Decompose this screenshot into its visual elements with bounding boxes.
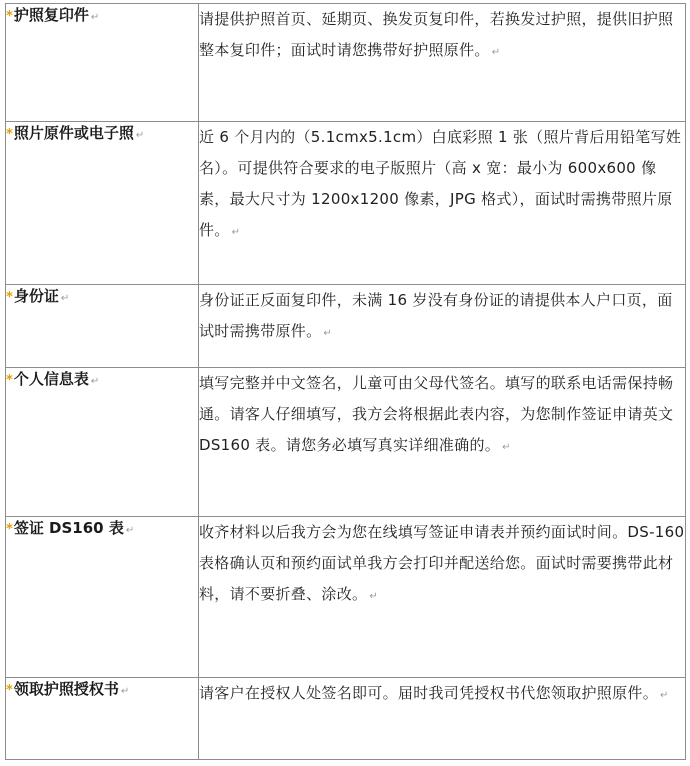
row-label-cell xyxy=(6,368,199,517)
row-text-cell xyxy=(199,678,686,760)
row-label-cell xyxy=(6,285,199,368)
row-label: 护照复印件 xyxy=(13,6,89,24)
star-bullet-icon: * xyxy=(6,522,13,537)
row-text-cell xyxy=(199,368,686,517)
table-row xyxy=(6,4,686,122)
row-text-cell xyxy=(199,285,686,368)
row-text: 请提供护照首页、延期页、换发页复印件，若换发过护照，提供旧护照整本复印件；面试时请您携带好护照原件。 xyxy=(199,10,674,59)
paragraph-mark-icon: ↵ xyxy=(369,591,378,602)
row-text: 近 6 个月内的（5.1cmx5.1cm）白底彩照 1 张（照片背后用铅笔写姓名）。可提供符合要求的电子版照片（高 x 宽：最小为 600x600 像素，最大尺寸为 1200x1200 像素，JPG 格式），面试时需携带照片原件。 xyxy=(199,128,682,239)
star-bullet-icon: * xyxy=(6,9,13,24)
paragraph-mark-icon: ↵ xyxy=(231,227,241,238)
paragraph-mark-icon: ↵ xyxy=(125,525,135,536)
row-label-cell xyxy=(6,4,199,122)
table-row xyxy=(6,678,686,760)
paragraph-mark-icon: ↵ xyxy=(135,130,145,141)
table-row xyxy=(6,122,686,285)
row-text: 身份证正反面复印件，未满 16 岁没有身份证的请提供本人户口页，面试时需携带原件。 xyxy=(199,291,673,340)
paragraph-mark-icon: ↵ xyxy=(90,376,100,387)
row-text: 请客户在授权人处签名即可。届时我司凭授权书代您领取护照原件。 xyxy=(199,684,659,702)
row-label: 领取护照授权书 xyxy=(13,680,119,698)
requirements-table xyxy=(5,3,686,760)
table-row xyxy=(6,285,686,368)
row-text-cell xyxy=(199,4,686,122)
row-label: 个人信息表 xyxy=(13,370,89,388)
row-text-cell xyxy=(199,122,686,285)
row-text-cell xyxy=(199,517,686,678)
row-text: 收齐材料以后我方会为您在线填写签证申请表并预约面试时间。DS-160 表格确认页和预约面试单我方会打印并配送给您。面试时需要携带此材料，请不要折叠、涂改。 xyxy=(199,523,685,603)
table-row xyxy=(6,517,686,678)
star-bullet-icon: * xyxy=(6,127,13,142)
table-row xyxy=(6,368,686,517)
row-label: 签证 DS160 表 xyxy=(13,519,124,537)
paragraph-mark-icon: ↵ xyxy=(660,690,669,701)
row-label: 照片原件或电子照 xyxy=(13,124,134,142)
row-label-cell xyxy=(6,122,199,285)
paragraph-mark-icon: ↵ xyxy=(323,328,333,339)
row-label-cell xyxy=(6,517,199,678)
paragraph-mark-icon: ↵ xyxy=(491,47,501,58)
star-bullet-icon: * xyxy=(6,290,13,305)
row-text: 填写完整并中文签名，儿童可由父母代签名。填写的联系电话需保持畅通。请客人仔细填写，我方会将根据此表内容，为您制作签证申请英文 DS160 表。请您务必填写真实详细准确的。 xyxy=(199,374,674,454)
paragraph-mark-icon: ↵ xyxy=(90,12,100,23)
star-bullet-icon: * xyxy=(6,373,13,388)
row-label: 身份证 xyxy=(13,287,59,305)
star-bullet-icon: * xyxy=(6,683,13,698)
paragraph-mark-icon: ↵ xyxy=(60,293,70,304)
paragraph-mark-icon: ↵ xyxy=(502,442,511,453)
paragraph-mark-icon: ↵ xyxy=(120,686,130,697)
row-label-cell xyxy=(6,678,199,760)
